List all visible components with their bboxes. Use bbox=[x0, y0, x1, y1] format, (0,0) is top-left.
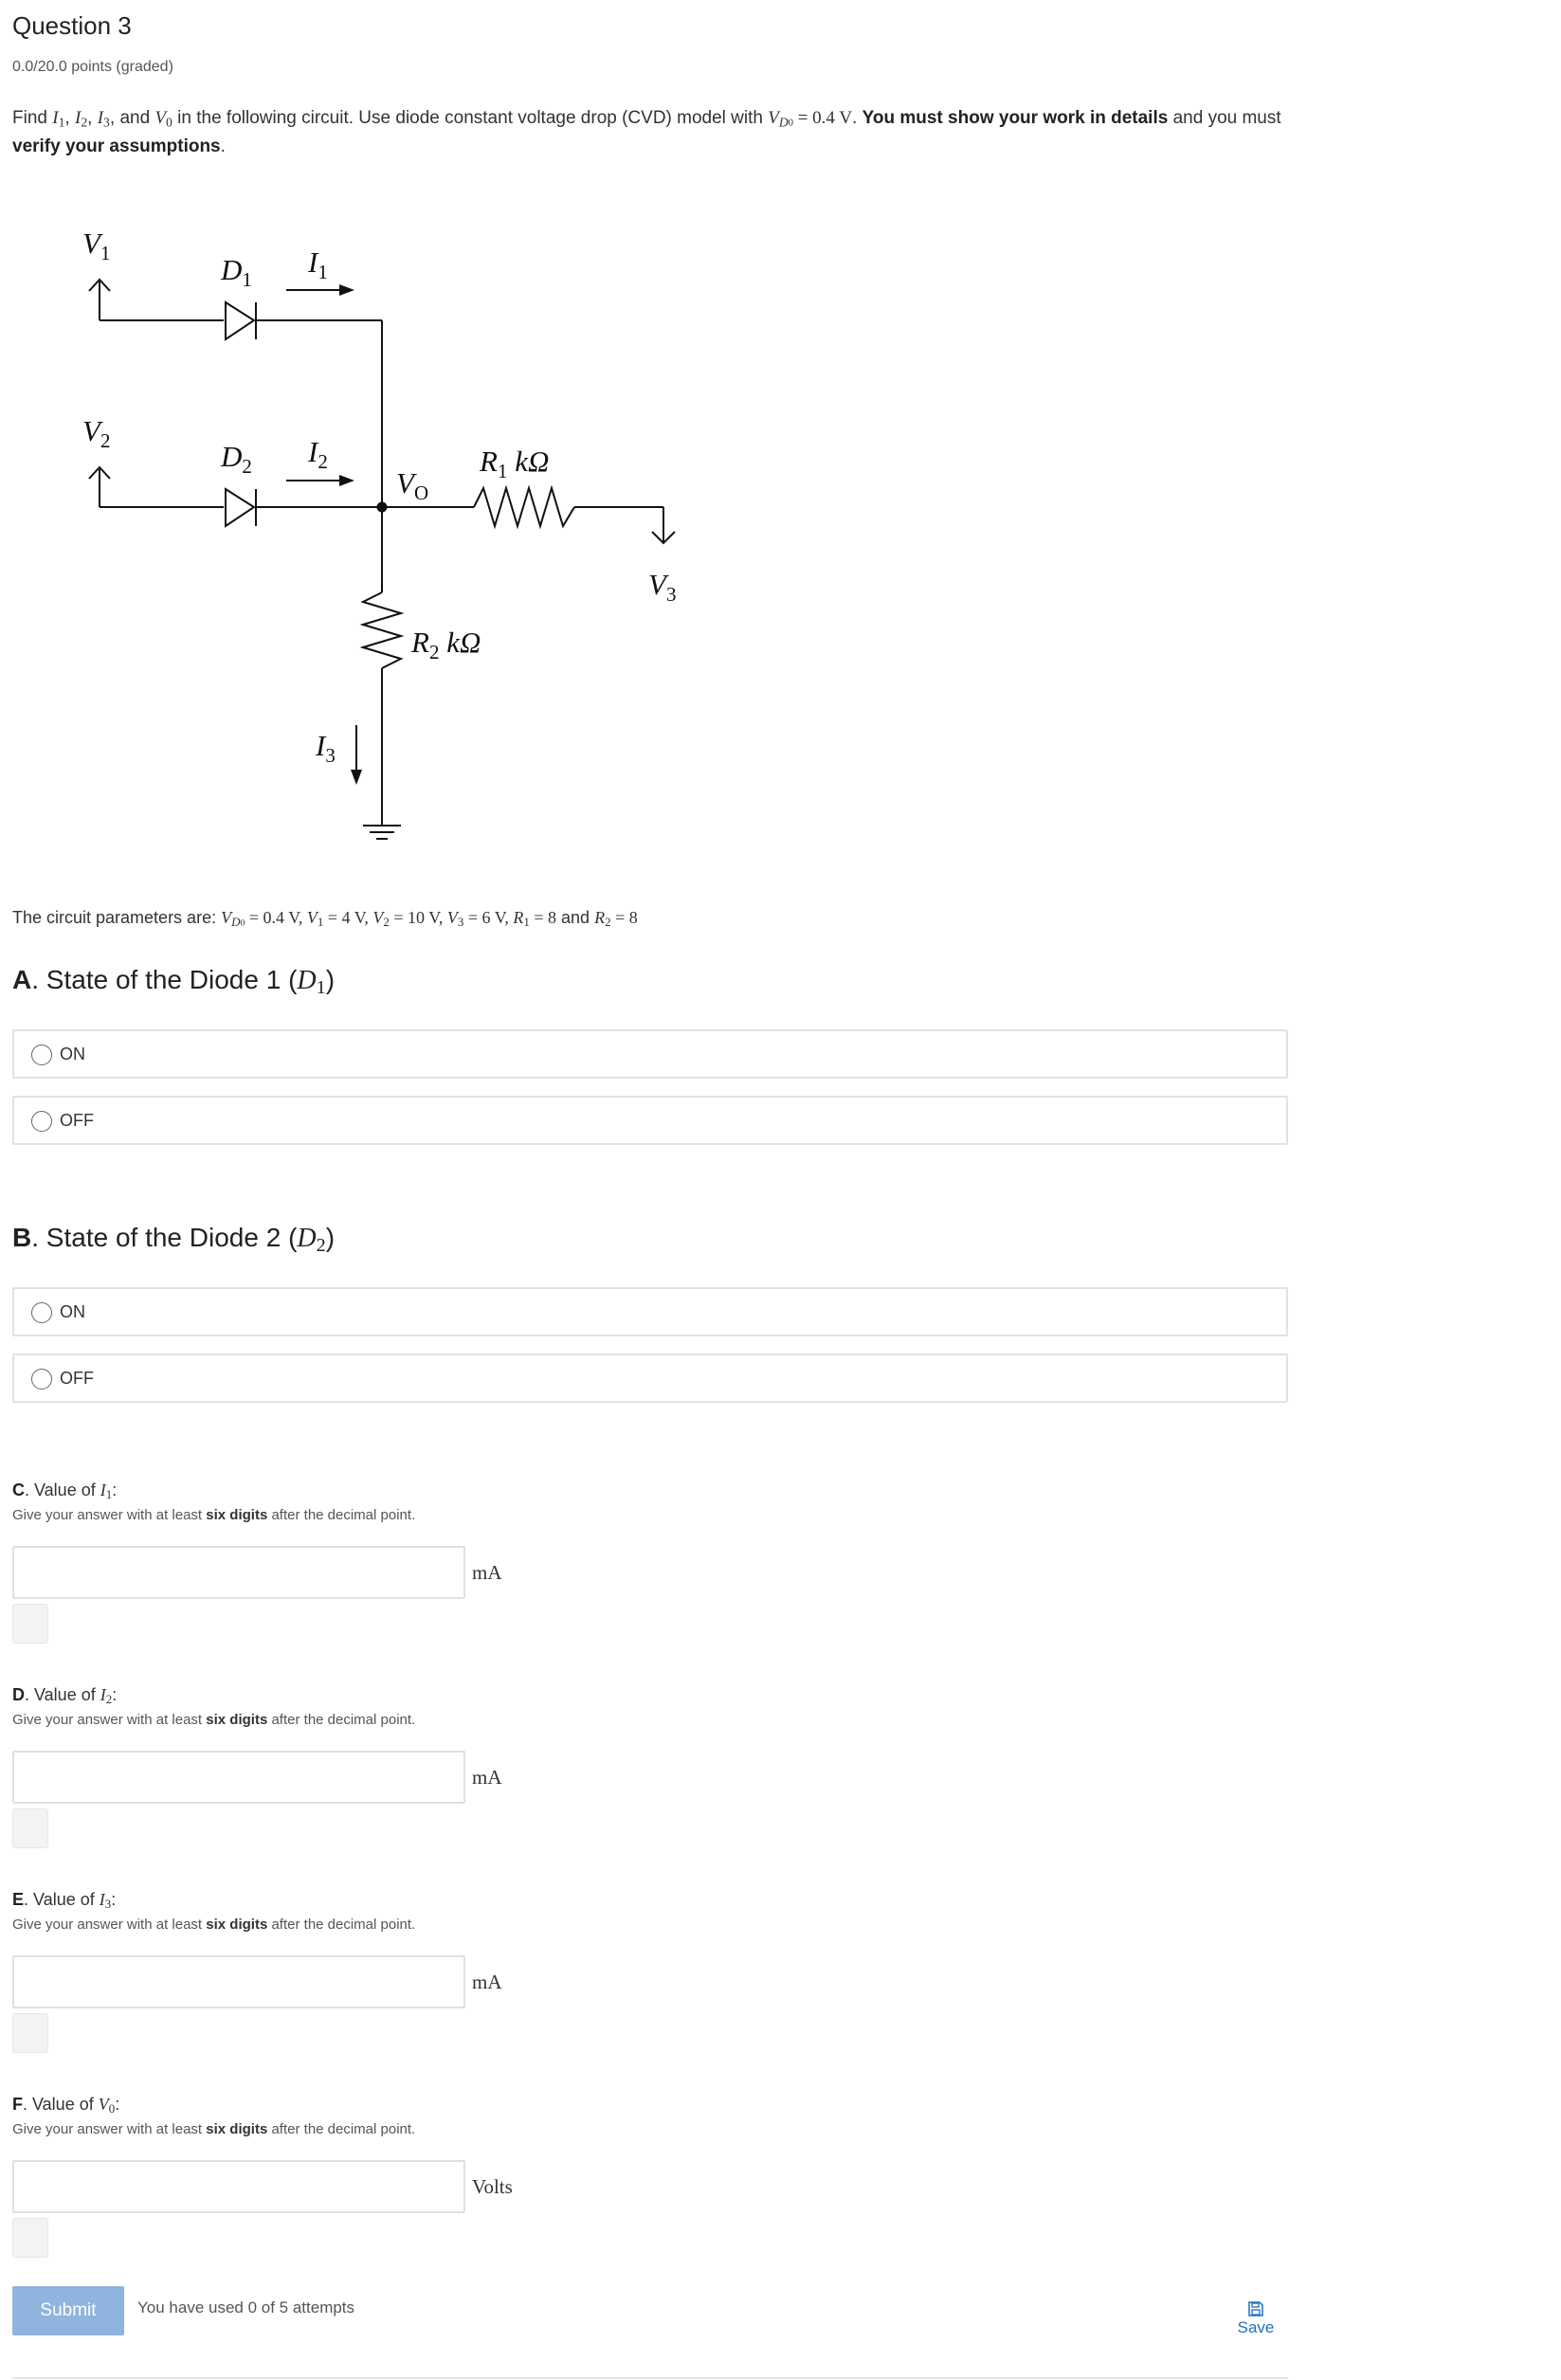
d1-off-label: OFF bbox=[60, 1111, 94, 1130]
v0-question-label: F. Value of $V_0$: bbox=[12, 2095, 120, 2117]
submit-button[interactable]: Submit bbox=[12, 2286, 124, 2335]
i3-answer-input[interactable] bbox=[12, 1955, 465, 2008]
i3-hint: Give your answer with at least six digits after the decimal point. bbox=[12, 1917, 416, 1933]
label-d1: $D_1$ bbox=[221, 253, 252, 291]
i1-hint: Give your answer with at least six digits after the decimal point. bbox=[12, 1507, 416, 1523]
circuit-parameters: The circuit parameters are: $V_{D0} = 0.4$ V, $V_1 = 4$ V, $V_2 = 10$ V, $V_3 = 6$ V, $R_1 = 8$ and $R_2 = 8$ bbox=[12, 908, 638, 930]
question-intro: Find $I_1$, $I_2$, $I_3$, and $V_0$ in the following circuit. Use diode constant voltage drop (CVD) model with $V_{D0} = 0.4$ V. You must show your work in details and you must verify your assumptions. bbox=[12, 108, 1281, 156]
v0-hint: Give your answer with at least six digits after the decimal point. bbox=[12, 2121, 416, 2137]
i2-status-indicator bbox=[12, 1808, 48, 1848]
node-vo-dot bbox=[377, 502, 388, 513]
i1-answer-input[interactable] bbox=[12, 1546, 465, 1599]
question-points: 0.0/20.0 points (graded) bbox=[12, 59, 173, 75]
bottom-divider bbox=[12, 2377, 1288, 2379]
i3-unit: mA bbox=[472, 1971, 502, 1993]
i2-question-label: D. Value of $I_2$: bbox=[12, 1685, 118, 1707]
i3-arrowhead bbox=[351, 770, 362, 785]
section-b-heading: B. State of the Diode 2 $(D_2)$ bbox=[12, 1223, 336, 1257]
v0-answer-input[interactable] bbox=[12, 2160, 465, 2213]
i3-status-indicator bbox=[12, 2013, 48, 2053]
d1-symbol bbox=[226, 302, 254, 339]
label-r2: $R_2$ kΩ bbox=[411, 626, 481, 663]
label-r1: $R_1$ kΩ bbox=[480, 445, 550, 482]
d1-on-label: ON bbox=[60, 1045, 85, 1063]
i1-unit: mA bbox=[472, 1561, 502, 1584]
d2-option-off[interactable] bbox=[12, 1354, 1288, 1403]
i2-unit: mA bbox=[472, 1766, 502, 1789]
label-v3: $V_3$ bbox=[648, 568, 677, 606]
section-a-heading: A. State of the Diode 1 $(D_1)$ bbox=[12, 965, 336, 999]
d1-option-on[interactable] bbox=[12, 1029, 1288, 1079]
d2-off-label: OFF bbox=[60, 1369, 94, 1388]
d1-option-off[interactable] bbox=[12, 1096, 1288, 1145]
d1-off-radio[interactable] bbox=[31, 1111, 52, 1132]
save-button[interactable] bbox=[1232, 2301, 1280, 2349]
label-i3: $I_3$ bbox=[316, 729, 336, 767]
label-v2: $V_2$ bbox=[82, 414, 111, 452]
d2-option-on[interactable] bbox=[12, 1287, 1288, 1336]
i2-hint: Give your answer with at least six digits after the decimal point. bbox=[12, 1712, 416, 1728]
v0-unit: Volts bbox=[472, 2175, 513, 2198]
save-icon bbox=[1248, 2301, 1263, 2316]
label-v1: $V_1$ bbox=[82, 227, 111, 264]
attempts-counter: You have used 0 of 5 attempts bbox=[137, 2298, 355, 2316]
i1-arrowhead bbox=[339, 284, 354, 296]
d2-symbol bbox=[226, 489, 254, 526]
i2-answer-input[interactable] bbox=[12, 1751, 465, 1804]
circuit-diagram bbox=[0, 204, 777, 867]
d2-off-radio[interactable] bbox=[31, 1369, 52, 1390]
v0-status-indicator bbox=[12, 2218, 48, 2258]
d1-on-radio[interactable] bbox=[31, 1045, 52, 1065]
i2-arrowhead bbox=[339, 475, 354, 486]
i1-status-indicator bbox=[12, 1604, 48, 1644]
label-i1: $I_1$ bbox=[308, 245, 328, 283]
label-vo: $V_O$ bbox=[396, 466, 429, 504]
question-title: Question 3 bbox=[12, 11, 132, 40]
i3-question-label: E. Value of $I_3$: bbox=[12, 1890, 117, 1912]
label-d2: $D_2$ bbox=[221, 440, 252, 478]
label-i2: $I_2$ bbox=[308, 435, 328, 473]
d2-on-radio[interactable] bbox=[31, 1302, 52, 1323]
save-label: Save bbox=[1237, 2318, 1275, 2336]
r1-resistor bbox=[474, 488, 574, 526]
i1-question-label: C. Value of $I_1$: bbox=[12, 1481, 118, 1502]
d2-on-label: ON bbox=[60, 1302, 85, 1321]
r2-resistor bbox=[363, 592, 401, 668]
